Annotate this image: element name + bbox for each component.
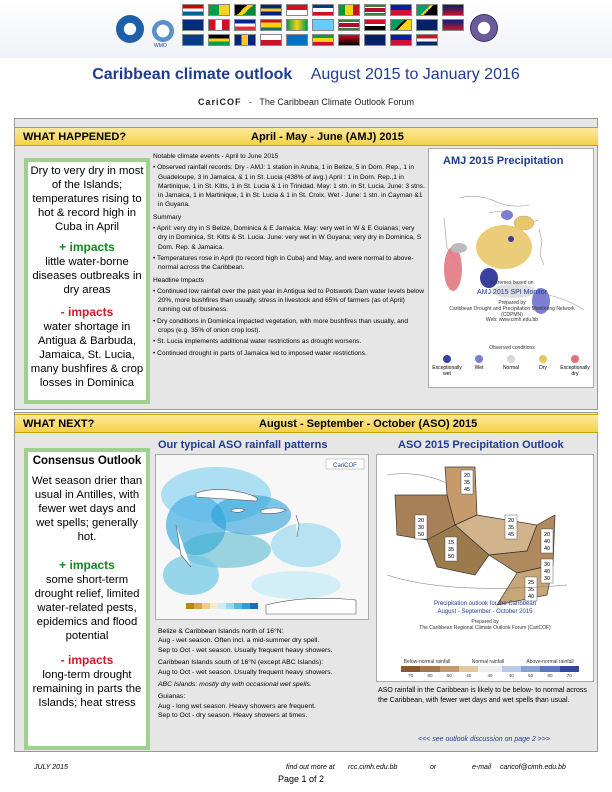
flag-icon (364, 4, 386, 16)
flag-icon (416, 4, 438, 16)
svg-text:30: 30 (417, 525, 425, 531)
outlook-caption-1: Precipitation outlook for the Caribbean (433, 601, 537, 607)
list-item: • Continued drought in parts of Jamaica led to imposed water restrictions. (153, 349, 367, 357)
svg-text:40: 40 (527, 594, 535, 600)
positive-impacts-text: little water-borne diseases outbreaks in dry areas (32, 256, 142, 296)
notable-heading: Notable climate events - April to June 2015 (153, 153, 279, 160)
negative-impacts-text: long-term drought remaining in parts the Islands; heat stress (32, 669, 142, 709)
flag-icon (312, 19, 334, 31)
legend-item: Wet (463, 355, 495, 371)
flag-icon (234, 19, 256, 31)
list-item: • Continued low rainfall over the past year in Antigua led to Potswork Dam water levels below 20%, more bushfires than usually, stress in livestock and 65% of farmers (as of April) running out of business. (153, 287, 424, 314)
headline-list (153, 287, 425, 358)
legend-title: Observed conditions (489, 345, 535, 351)
amj-map-panel (428, 148, 594, 388)
patterns-map (156, 455, 368, 619)
positive-impacts-heading: + impacts (59, 240, 115, 254)
flag-icon (390, 4, 412, 16)
notable-list (153, 163, 425, 209)
flag-icon (416, 19, 438, 31)
section1-summary: Dry to very dry in most of the Islands; temperatures rising to hot & record high in Cuba in April (30, 165, 144, 233)
footer-email[interactable]: caricof@cimh.edu.bb (500, 764, 566, 771)
scale-above-label: Above-normal rainfall (526, 659, 574, 665)
page-title (0, 66, 612, 84)
svg-text:35: 35 (447, 547, 455, 553)
outlook-title: ASO 2015 Precipitation Outlook (398, 439, 564, 451)
map-note-2: AMJ 2015 SPI Monitor (476, 289, 548, 296)
flag-icon (182, 34, 204, 46)
svg-text:40: 40 (543, 546, 551, 552)
svg-text:35: 35 (463, 480, 471, 486)
svg-text:20: 20 (543, 532, 551, 538)
svg-text:20: 20 (417, 518, 425, 524)
map-note-5: Web: www.cimh.edu.bb (485, 317, 539, 323)
flag-icon (286, 4, 308, 16)
pattern-group: Guianas: Aug - long wet season. Heavy showers are frequent. Sep to Oct - dry season. Heavy showers at times. (158, 693, 316, 720)
flag-icon (286, 34, 308, 46)
org-separator: - (249, 97, 253, 107)
svg-text:15: 15 (447, 540, 455, 546)
cimh-logo-icon (470, 14, 498, 42)
svg-text:25: 25 (527, 580, 535, 586)
svg-text:30: 30 (543, 576, 551, 582)
exceptionally-wet-anomaly (508, 236, 514, 242)
minus-icon: - (60, 653, 68, 667)
patterns-map-panel (155, 454, 369, 620)
negative-impacts-heading: - impacts (60, 305, 114, 319)
outlook-text: ASO rainfall in the Caribbean is likely to be below- to normal across the Caribbean, with fewer wet days and wet spells than usual. (378, 687, 587, 704)
flag-icon (390, 34, 412, 46)
list-item: • Temperatures rose in April (to record high in Cuba) and May, and were normal to above-normal across the Caribbean. (153, 254, 414, 272)
legend-item: Exceptionally dry (559, 355, 591, 377)
svg-text:50: 50 (417, 532, 425, 538)
svg-text:30: 30 (543, 562, 551, 568)
patterns-label (326, 459, 364, 469)
flag-icon (234, 34, 256, 46)
org-long: The Caribbean Climate Outlook Forum (259, 97, 414, 107)
section2-header-bar (15, 414, 598, 433)
flag-icon (338, 19, 360, 31)
minus-icon: - (60, 305, 68, 319)
amj-legend (431, 355, 591, 385)
flag-icon (338, 4, 360, 16)
flag-icon (442, 4, 464, 16)
footer-find: find out more at (286, 764, 335, 771)
summary-heading: Summary (153, 213, 182, 221)
positive-impacts-heading: + impacts (59, 558, 115, 572)
normal-anomaly (451, 243, 467, 253)
legend-swatch (475, 355, 483, 363)
legend-item: Exceptionally wet (431, 355, 463, 377)
summary-list (153, 224, 425, 272)
legend-item: Dry (527, 355, 559, 371)
footer-or: or (430, 764, 437, 771)
section1-header-bar (15, 127, 598, 146)
flag-icon (286, 19, 308, 31)
flag-icon (364, 19, 386, 31)
scale-below-label: Below-normal rainfall (403, 659, 451, 665)
plus-icon: + (59, 558, 70, 572)
svg-text:35: 35 (527, 587, 535, 593)
plus-icon: + (59, 240, 70, 254)
patterns-title: Our typical ASO rainfall patterns (158, 439, 328, 451)
outlook-caption-4: The Caribbean Regional Climate Outlook Forum (CariCOF) (419, 625, 551, 631)
legend-swatch (539, 355, 547, 363)
flag-icon (364, 34, 386, 46)
list-item: • St. Lucia implements additional water restrictions as drought worsens. (153, 338, 362, 346)
wet-anomaly (501, 210, 513, 220)
wmo-label: WMO (154, 43, 167, 49)
consensus-box (24, 448, 150, 750)
flag-icon (260, 4, 282, 16)
svg-text:50: 50 (447, 554, 455, 560)
flag-icon (260, 19, 282, 31)
noaa-logo-icon (116, 15, 144, 43)
map-note-4: Caribbean Drought and Precipitation Monitoring Network (CDPMN) (449, 306, 575, 318)
pattern-group: Belize & Caribbean Islands north of 16°N: Aug - wet season. Often incl. a mid-summer dry spell. Sep to Oct - wet season. Usually frequent heavy showers. (158, 628, 333, 654)
header-banner (0, 0, 612, 58)
list-item: • Dry conditions in Dominica impacted vegetation, with more bushfires than usually, and crops (e.g. 35% of onion crop lost). (153, 317, 409, 335)
consensus-text: Wet season drier than usual in Antilles, with fewer wet days and wet spells; generally hot. (31, 475, 143, 543)
flag-icon (182, 4, 204, 16)
list-item: • Observed rainfall records: Dry - AMJ: 1 station in Aruba, 1 in Belize, 5 in Dom. Rep., 1 in Guadeloupe, 3 in Jamaica, & 1 in St. Lucia (438% of avg.) April : 1 in Dom. Rep.,1 in Martinique, 1 in St. Kitts, 1 in St. Lucia & 1 in Trinidad. May: 1 stn. in St. Lucia. June: 3 stns. in Jamaica, 1 in Martinique, 1 in St. Lucia & 1 in St. Croix. Wet - June: 1 stn. in Cayman &1 in Guyana. (153, 164, 425, 209)
subtitle (0, 97, 612, 107)
patterns-text (158, 627, 372, 721)
svg-text:20: 20 (463, 473, 471, 479)
flag-icon (338, 34, 360, 46)
flag-icon (208, 34, 230, 46)
svg-text:CariCOF: CariCOF (333, 463, 357, 469)
flag-icon (182, 19, 204, 31)
flag-icon (312, 4, 334, 16)
svg-text:40: 40 (543, 539, 551, 545)
page-number: Page 1 of 2 (278, 774, 325, 784)
section1-period: April - May - June (AMJ) 2015 (251, 131, 404, 143)
section2-period: August - September - October (ASO) 2015 (259, 418, 478, 430)
legend-swatch (507, 355, 515, 363)
negative-impacts-text: water shortage in Antigua & Barbuda, Jamaica, St. Lucia, many bushfires & crop losses in Dominica (30, 321, 144, 389)
positive-impacts-text: some short-term drought relief, limited water-related pests, epidemics and flood potential (34, 574, 140, 642)
consensus-title: Consensus Outlook (32, 455, 142, 467)
title-text: Caribbean climate outlook (92, 66, 293, 83)
outlook-caption-2: August - September - October 2015 (437, 609, 533, 615)
flag-icon (312, 34, 334, 46)
section2-label: WHAT NEXT? (23, 418, 95, 430)
map-note-3: Prepared by (498, 300, 526, 306)
flag-icon (208, 19, 230, 31)
footer-email-label: e-mail (472, 764, 492, 771)
footer-date: JULY 2015 (34, 764, 68, 771)
flag-icon (416, 34, 438, 46)
list-item: • April: very dry in S Belize, Dominica & E Jamaica. May: very wet in W & E Guianas; very dry in Dominica, St. Kitts & St. Lucia. June: very wet in W Guyana; very dry in Dominica, S Dom. Rep. & Jamaica. (153, 225, 422, 251)
flag-icon (390, 19, 412, 31)
svg-text:20: 20 (507, 518, 515, 524)
svg-text:45: 45 (507, 532, 515, 538)
section1-events (153, 149, 425, 360)
footer-url[interactable]: rcc.cimh.edu.bb (348, 764, 398, 771)
scale-colorbar (401, 666, 579, 672)
flag-icon (442, 19, 464, 31)
svg-text:45: 45 (463, 487, 471, 493)
outlook-caption-3: Prepared by (471, 619, 499, 625)
svg-text:40: 40 (543, 569, 551, 575)
dry-anomaly (476, 225, 532, 269)
amj-map-title: AMJ 2015 Precipitation (443, 155, 564, 167)
patterns-colorbar (186, 603, 258, 609)
title-dates: August 2015 to January 2016 (310, 66, 520, 83)
pattern-group: ABC Islands: mostly dry with occasional wet spells. (158, 681, 312, 689)
flag-icon (260, 34, 282, 46)
discussion-link[interactable]: <<< see outlook discussion on page 2 >>> (418, 736, 550, 743)
wmo-logo-icon (152, 20, 174, 42)
section1-summary-box (24, 158, 150, 404)
legend-swatch (443, 355, 451, 363)
headline-heading: Headline Impacts (153, 276, 204, 284)
map-note-1: Extremes based on (490, 280, 534, 286)
outlook-map (377, 455, 593, 681)
svg-text:35: 35 (507, 525, 515, 531)
flag-icon (234, 4, 256, 16)
footer (0, 764, 612, 792)
org-short: CariCOF (198, 97, 242, 107)
pattern-group: Caribbean Islands south of 16°N (except ABC Islands): Aug to Oct - wet season. Usually frequent heavy showers. (158, 659, 333, 676)
flag-icon (208, 4, 230, 16)
scale-ticks: 70 60 50 40 40 40 50 60 70 (408, 673, 572, 678)
legend-item: Normal (495, 355, 527, 371)
outlook-map-panel (376, 454, 594, 682)
section1-label: WHAT HAPPENED? (23, 131, 127, 143)
negative-impacts-heading: - impacts (60, 653, 114, 667)
legend-swatch (571, 355, 579, 363)
scale-normal-label: Normal rainfall (471, 659, 505, 665)
